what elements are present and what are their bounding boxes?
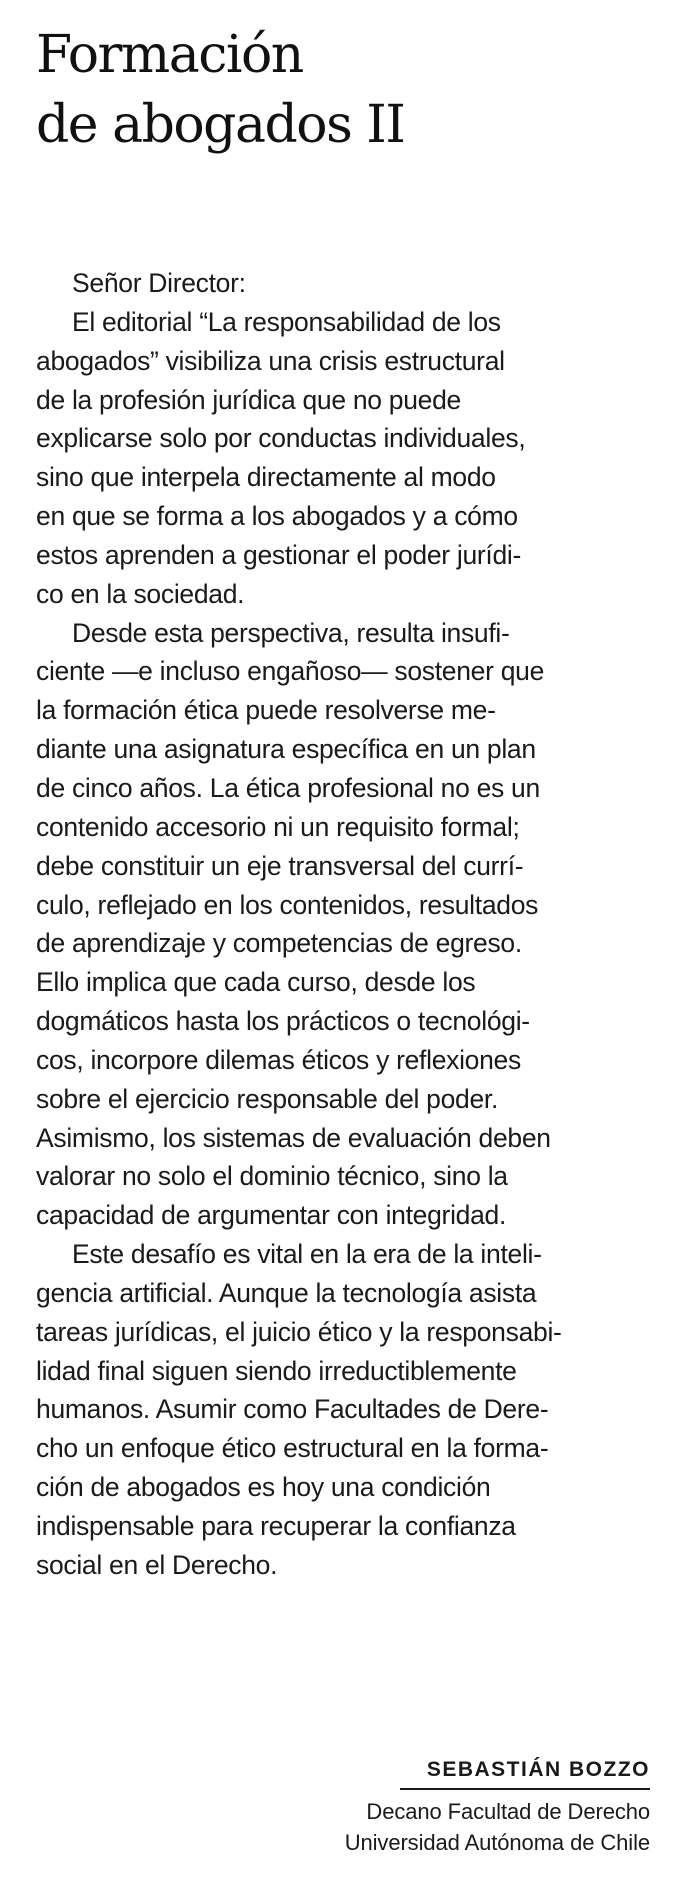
body-line: cho un enfoque ético estructural en la forma-: [36, 1433, 549, 1464]
body-line: Este desafío es vital en la era de la inteli-: [72, 1239, 542, 1270]
body-line: de aprendizaje y competencias de egreso.: [36, 928, 522, 959]
body-line: contenido accesorio ni un requisito formal;: [36, 811, 520, 842]
body-line: Desde esta perspectiva, resulta insufi-: [72, 617, 510, 648]
body-line: Señor Director:: [72, 268, 246, 298]
body-line: en que se forma a los abogados y a cómo: [36, 501, 518, 532]
body-line: la formación ética puede resolverse me-: [36, 695, 496, 726]
body-line: El editorial “La responsabilidad de los: [72, 306, 501, 337]
author-name: SEBASTIÁN BOZZO: [426, 1758, 650, 1781]
author-role-line-1: Decano Facultad de Derecho: [366, 1799, 650, 1824]
body-line: sobre el ejercicio responsable del poder.: [36, 1083, 499, 1114]
body-line: Asimismo, los sistemas de evaluación deben: [36, 1122, 551, 1153]
body-line: de la profesión jurídica que no puede: [36, 384, 461, 415]
body-line: ción de abogados es hoy una condición: [36, 1472, 491, 1503]
body-line: Ello implica que cada curso, desde los: [36, 967, 476, 998]
signature-rule: [400, 1788, 650, 1790]
letter-body: [36, 264, 650, 1585]
headline: [36, 20, 650, 160]
body-line: indispensable para recuperar la confianza: [36, 1511, 516, 1541]
body-line: cos, incorpore dilemas éticos y reflexiones: [36, 1044, 521, 1075]
body-line: humanos. Asumir como Facultades de Dere-: [36, 1394, 549, 1425]
body-line: explicarse solo por conductas individuales,: [36, 423, 526, 454]
body-line: gencia artificial. Aunque la tecnología asista: [36, 1277, 537, 1308]
headline-line-1: Formación: [36, 25, 303, 85]
body-line: de cinco años. La ética profesional no es un: [36, 772, 540, 803]
body-line: social en el Derecho.: [36, 1549, 278, 1580]
headline-line-2: de abogados II: [36, 95, 405, 155]
body-line: debe constituir un eje transversal del currí-: [36, 850, 524, 881]
author-role: [36, 1796, 650, 1858]
body-line: abogados” visibiliza una crisis estructural: [36, 345, 505, 376]
body-line: co en la sociedad.: [36, 578, 245, 609]
body-line: capacidad de argumentar con integridad.: [36, 1200, 507, 1231]
body-line: diante una asignatura específica en un plan: [36, 734, 536, 765]
body-line: sino que interpela directamente al modo: [36, 462, 496, 493]
author-role-line-2: Universidad Autónoma de Chile: [344, 1830, 650, 1855]
body-line: tareas jurídicas, el juicio ético y la responsabi-: [36, 1316, 562, 1347]
body-line: valorar no solo el dominio técnico, sino la: [36, 1161, 508, 1192]
body-line: estos aprenden a gestionar el poder jurídi-: [36, 539, 522, 570]
body-line: lidad final siguen siendo irreductiblemente: [36, 1355, 517, 1386]
body-line: culo, reflejado en los contenidos, resultados: [36, 889, 539, 920]
body-line: ciente —e incluso engañoso— sostener que: [36, 656, 545, 687]
body-line: dogmáticos hasta los prácticos o tecnológi-: [36, 1006, 530, 1037]
signature-block: [36, 1754, 650, 1858]
letter-article: [36, 20, 650, 1855]
